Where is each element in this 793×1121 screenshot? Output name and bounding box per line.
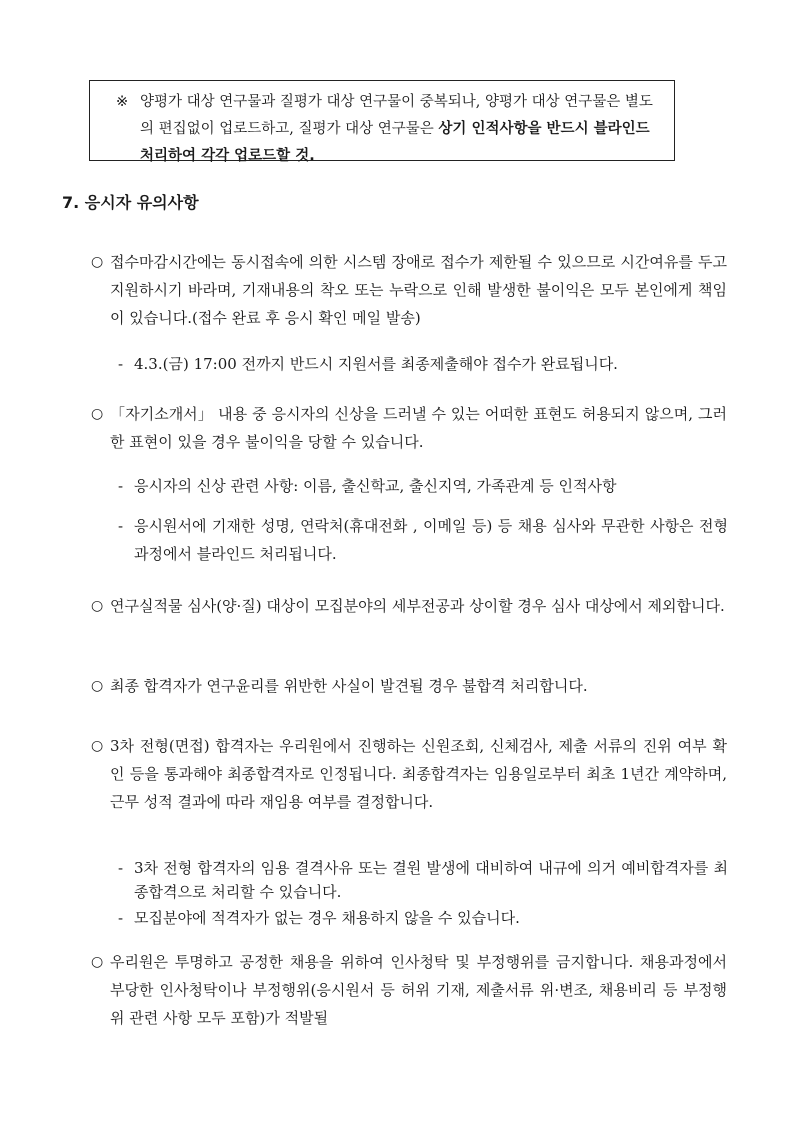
sub-item bbox=[118, 472, 728, 500]
sub-item bbox=[118, 350, 728, 378]
bullet-item bbox=[91, 948, 727, 1032]
sub-text: 3차 전형 합격자의 임용 결격사유 또는 결원 발생에 대비하여 내규에 의거 예비합격자를 최종합격으로 처리할 수 있습니다. bbox=[134, 859, 728, 901]
notice-text bbox=[116, 89, 662, 170]
bullet-symbol: ○ bbox=[91, 254, 104, 270]
bullet-item bbox=[91, 248, 727, 332]
notice-text-regular: 양평가 대상 연구물과 질평가 대상 연구물이 중복되나, 양평가 대상 연구물은 별도의 편집없이 업로드하고, 질평가 대상 연구물은 bbox=[140, 94, 653, 137]
sub-dash: - bbox=[118, 909, 124, 927]
bullet-symbol: ○ bbox=[91, 738, 104, 754]
bullet-symbol: ○ bbox=[91, 406, 104, 422]
bullet-text: 최종 합격자가 연구윤리를 위반한 사실이 발견될 경우 불합격 처리합니다. bbox=[110, 677, 588, 695]
bullet-symbol: ○ bbox=[91, 598, 104, 614]
bullet-item bbox=[91, 400, 727, 456]
bullet-item bbox=[91, 672, 727, 700]
bullet-text: 접수마감시간에는 동시접속에 의한 시스템 장애로 접수가 제한될 수 있으므로 시간여유를 두고 지원하시기 바라며, 기재내용의 착오 또는 누락으로 인해 발생한 불이익은 모두 본인에게 책임이 있습니다.(접수 완료 후 응시 확인 메일 발송) bbox=[110, 253, 727, 327]
bullet-text: 3차 전형(면접) 합격자는 우리원에서 진행하는 신원조회, 신체검사, 제출 서류의 진위 여부 확인 등을 통과해야 최종합격자로 인정됩니다. 최종합격자는 임용일로부터 최초 1년간 계약하며, 근무 성적 결과에 따라 재임용 여부를 결정합니다. bbox=[110, 737, 727, 811]
reference-mark: ※ bbox=[116, 94, 129, 110]
bullet-text: 우리원은 투명하고 공정한 채용을 위하여 인사청탁 및 부정행위를 금지합니다. 채용과정에서 부당한 인사청탁이나 부정행위(응시원서 등 허위 기재, 제출서류 위·변조, 채용비리 등 부정행위 관련 사항 모두 포함)가 적발될 bbox=[110, 953, 727, 1027]
sub-text: 응시원서에 기재한 성명, 연락처(휴대전화 , 이메일 등) 등 채용 심사와 무관한 사항은 전형 과정에서 블라인드 처리됩니다. bbox=[134, 517, 728, 563]
sub-item bbox=[118, 512, 728, 568]
bullet-symbol: ○ bbox=[91, 954, 104, 970]
sub-item bbox=[118, 856, 728, 904]
bullet-symbol: ○ bbox=[91, 678, 104, 694]
sub-dash: - bbox=[118, 859, 124, 877]
notice-box bbox=[89, 80, 675, 164]
section-title: 7. 응시자 유의사항 bbox=[62, 193, 199, 212]
bullet-item bbox=[91, 592, 727, 620]
sub-dash: - bbox=[118, 355, 124, 373]
bullet-item bbox=[91, 732, 727, 816]
sub-item bbox=[118, 906, 728, 930]
sub-dash: - bbox=[118, 477, 124, 495]
sub-text: 모집분야에 적격자가 없는 경우 채용하지 않을 수 있습니다. bbox=[134, 909, 520, 927]
sub-dash: - bbox=[118, 517, 124, 535]
bullet-text: 연구실적물 심사(양·질) 대상이 모집분야의 세부전공과 상이할 경우 심사 대상에서 제외합니다. bbox=[110, 597, 725, 615]
bullet-text: 「자기소개서」 내용 중 응시자의 신상을 드러낼 수 있는 어떠한 표현도 허용되지 않으며, 그러한 표현이 있을 경우 불이익을 당할 수 있습니다. bbox=[110, 405, 727, 451]
sub-text: 응시자의 신상 관련 사항: 이름, 출신학교, 출신지역, 가족관계 등 인적사항 bbox=[134, 477, 617, 495]
sub-text: 4.3.(금) 17:00 전까지 반드시 지원서를 최종제출해야 접수가 완료됩니다. bbox=[134, 355, 618, 373]
notice-text-bold: 상기 인적사항을 반드시 블라인드 처리하여 각각 업로드할 것. bbox=[140, 121, 650, 164]
